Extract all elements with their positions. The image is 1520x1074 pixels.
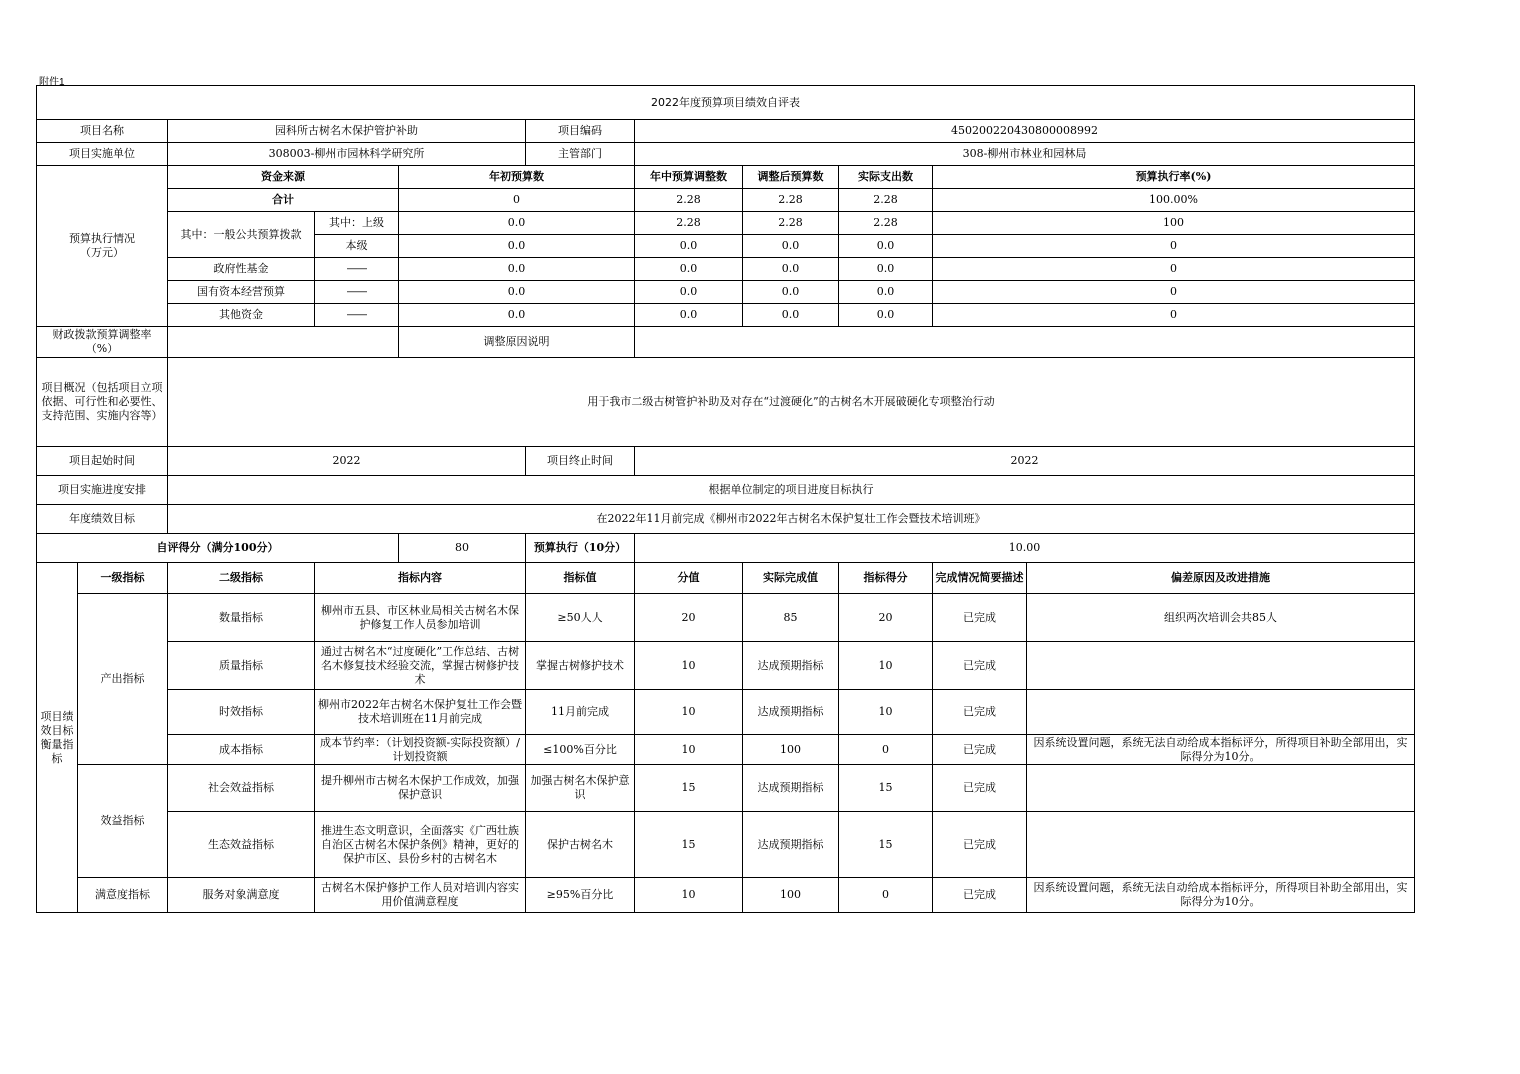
indicator-actual: 达成预期指标 [743,690,839,735]
budget-section-label: 预算执行情况 （万元） [37,166,168,327]
indicator-got: 15 [839,812,933,878]
indicator-reason: 组织两次培训会共85人 [1027,594,1415,642]
upper-rate: 100 [933,212,1415,235]
state-capital-initial: 0.0 [399,281,635,304]
other-fund-dash: —— [315,304,399,327]
upper-initial: 0.0 [399,212,635,235]
start-time-value: 2022 [168,447,526,476]
gov-fund-dash: —— [315,258,399,281]
budget-exec-label: 预算执行（10分） [526,534,635,563]
indicator-target: ≥50人人 [526,594,635,642]
gov-fund-adjusted: 0.0 [743,258,839,281]
start-time-label: 项目起始时间 [37,447,168,476]
header-level2: 二级指标 [168,563,315,594]
schedule-label: 项目实施进度安排 [37,476,168,505]
schedule-text: 根据单位制定的项目进度目标执行 [168,476,1415,505]
local-rate: 0 [933,235,1415,258]
indicator-got: 10 [839,690,933,735]
indicator-status: 已完成 [933,642,1027,690]
indicator-score: 10 [635,735,743,765]
local-mid: 0.0 [635,235,743,258]
header-got: 指标得分 [839,563,933,594]
indicator-got: 15 [839,765,933,812]
project-name-label: 项目名称 [37,120,168,143]
header-adjusted-budget: 调整后预算数 [743,166,839,189]
adjust-reason-value [635,327,1415,358]
indicator-actual: 85 [743,594,839,642]
indicator-content: 成本节约率：（计划投资额-实际投资额）/计划投资额 [315,735,526,765]
indicator-target: 掌握古树修护技术 [526,642,635,690]
state-capital-dash: —— [315,281,399,304]
gov-fund-label: 政府性基金 [168,258,315,281]
state-capital-rate: 0 [933,281,1415,304]
indicator-score: 10 [635,690,743,735]
indicator-target: 加强古树名木保护意识 [526,765,635,812]
upper-adjusted: 2.28 [743,212,839,235]
local-adjusted: 0.0 [743,235,839,258]
level1-output: 产出指标 [78,594,168,765]
overview-label: 项目概况（包括项目立项依据、可行性和必要性、支持范围、实施内容等） [37,358,168,447]
header-score: 分值 [635,563,743,594]
indicator-content: 通过古树名木“过度硬化”工作总结、古树名木修复技术经验交流，掌握古树修护技术 [315,642,526,690]
indicator-reason [1027,642,1415,690]
indicator-status: 已完成 [933,878,1027,913]
project-code-label: 项目编码 [526,120,635,143]
local-initial: 0.0 [399,235,635,258]
general-budget-label: 其中：一般公共预算拨款 [168,212,315,258]
indicator-got: 20 [839,594,933,642]
header-reason: 偏差原因及改进措施 [1027,563,1415,594]
indicator-target: 保护古树名木 [526,812,635,878]
indicator-score: 10 [635,642,743,690]
indicator-l2: 生态效益指标 [168,812,315,878]
header-initial-budget: 年初预算数 [399,166,635,189]
header-level1: 一级指标 [78,563,168,594]
performance-table [36,85,1415,913]
end-time-value: 2022 [635,447,1415,476]
indicator-content: 提升柳州市古树名木保护工作成效，加强保护意识 [315,765,526,812]
indicator-reason [1027,690,1415,735]
header-actual-spend: 实际支出数 [839,166,933,189]
adjust-reason-label: 调整原因说明 [399,327,635,358]
indicator-score: 10 [635,878,743,913]
total-mid: 2.28 [635,189,743,212]
indicator-content: 柳州市五县、市区林业局相关古树名木保护修复工作人员参加培训 [315,594,526,642]
state-capital-actual: 0.0 [839,281,933,304]
gov-fund-mid: 0.0 [635,258,743,281]
total-actual: 2.28 [839,189,933,212]
annual-goal-label: 年度绩效目标 [37,505,168,534]
self-score-value: 80 [399,534,526,563]
indicator-l2: 社会效益指标 [168,765,315,812]
indicator-l2: 质量指标 [168,642,315,690]
total-label: 合计 [168,189,399,212]
header-fund-source: 资金来源 [168,166,399,189]
dept-value: 308-柳州市林业和园林局 [635,143,1415,166]
project-code: 450200220430800008992 [635,120,1415,143]
local-actual: 0.0 [839,235,933,258]
gov-fund-rate: 0 [933,258,1415,281]
indicator-actual: 达成预期指标 [743,812,839,878]
level1-benefit: 效益指标 [78,765,168,878]
other-fund-initial: 0.0 [399,304,635,327]
indicator-l2: 数量指标 [168,594,315,642]
indicator-content: 古树名木保护修护工作人员对培训内容实用价值满意程度 [315,878,526,913]
local-level-label: 本级 [315,235,399,258]
indicator-actual: 100 [743,735,839,765]
indicator-l2: 时效指标 [168,690,315,735]
indicator-score: 15 [635,765,743,812]
header-status: 完成情况简要描述 [933,563,1027,594]
upper-level-label: 其中：上级 [315,212,399,235]
gov-fund-initial: 0.0 [399,258,635,281]
project-name: 园科所古树名木保护管护补助 [168,120,526,143]
indicator-reason [1027,812,1415,878]
upper-mid: 2.28 [635,212,743,235]
indicator-actual: 达成预期指标 [743,642,839,690]
header-target: 指标值 [526,563,635,594]
indicator-target: ≤100%百分比 [526,735,635,765]
indicator-l2: 成本指标 [168,735,315,765]
end-time-label: 项目终止时间 [526,447,635,476]
budget-exec-value: 10.00 [635,534,1415,563]
indicator-status: 已完成 [933,765,1027,812]
header-actual: 实际完成值 [743,563,839,594]
total-rate: 100.00% [933,189,1415,212]
indicator-reason: 因系统设置问题，系统无法自动给成本指标评分，所得项目补助全部用出，实际得分为10分。 [1027,878,1415,913]
other-fund-adjusted: 0.0 [743,304,839,327]
page-title: 2022年度预算项目绩效自评表 [37,86,1415,120]
level1-satisfaction: 满意度指标 [78,878,168,913]
adjust-rate-value [168,327,399,358]
total-initial: 0 [399,189,635,212]
indicator-section-label: 项目绩效目标衡量指标 [37,563,78,913]
other-fund-actual: 0.0 [839,304,933,327]
indicator-got: 10 [839,642,933,690]
state-capital-label: 国有资本经营预算 [168,281,315,304]
annual-goal-text: 在2022年11月前完成《柳州市2022年古树名木保护复壮工作会暨技术培训班》 [168,505,1415,534]
state-capital-adjusted: 0.0 [743,281,839,304]
total-adjusted: 2.28 [743,189,839,212]
header-mid-adjust: 年中预算调整数 [635,166,743,189]
other-fund-label: 其他资金 [168,304,315,327]
indicator-got: 0 [839,735,933,765]
indicator-actual: 100 [743,878,839,913]
indicator-status: 已完成 [933,735,1027,765]
overview-text: 用于我市二级古树管护补助及对存在“过渡硬化”的古树名木开展破硬化专项整治行动 [168,358,1415,447]
header-exec-rate: 预算执行率(%) [933,166,1415,189]
other-fund-rate: 0 [933,304,1415,327]
indicator-content: 柳州市2022年古树名木保护复壮工作会暨技术培训班在11月前完成 [315,690,526,735]
indicator-score: 20 [635,594,743,642]
indicator-reason [1027,765,1415,812]
indicator-status: 已完成 [933,690,1027,735]
indicator-target: 11月前完成 [526,690,635,735]
indicator-l2: 服务对象满意度 [168,878,315,913]
indicator-score: 15 [635,812,743,878]
self-score-label: 自评得分（满分100分） [37,534,399,563]
upper-actual: 2.28 [839,212,933,235]
state-capital-mid: 0.0 [635,281,743,304]
unit-label: 项目实施单位 [37,143,168,166]
adjust-rate-label: 财政拨款预算调整率 （%） [37,327,168,358]
indicator-status: 已完成 [933,594,1027,642]
other-fund-mid: 0.0 [635,304,743,327]
indicator-target: ≥95%百分比 [526,878,635,913]
indicator-got: 0 [839,878,933,913]
header-content: 指标内容 [315,563,526,594]
unit-value: 308003-柳州市园林科学研究所 [168,143,526,166]
indicator-status: 已完成 [933,812,1027,878]
indicator-reason: 因系统设置问题，系统无法自动给成本指标评分，所得项目补助全部用出，实际得分为10分。 [1027,735,1415,765]
dept-label: 主管部门 [526,143,635,166]
gov-fund-actual: 0.0 [839,258,933,281]
indicator-content: 推进生态文明意识，全面落实《广西壮族自治区古树名木保护条例》精神，更好的保护市区、县份乡村的古树名木 [315,812,526,878]
indicator-actual: 达成预期指标 [743,765,839,812]
attachment-label: 附件1 [39,77,65,88]
